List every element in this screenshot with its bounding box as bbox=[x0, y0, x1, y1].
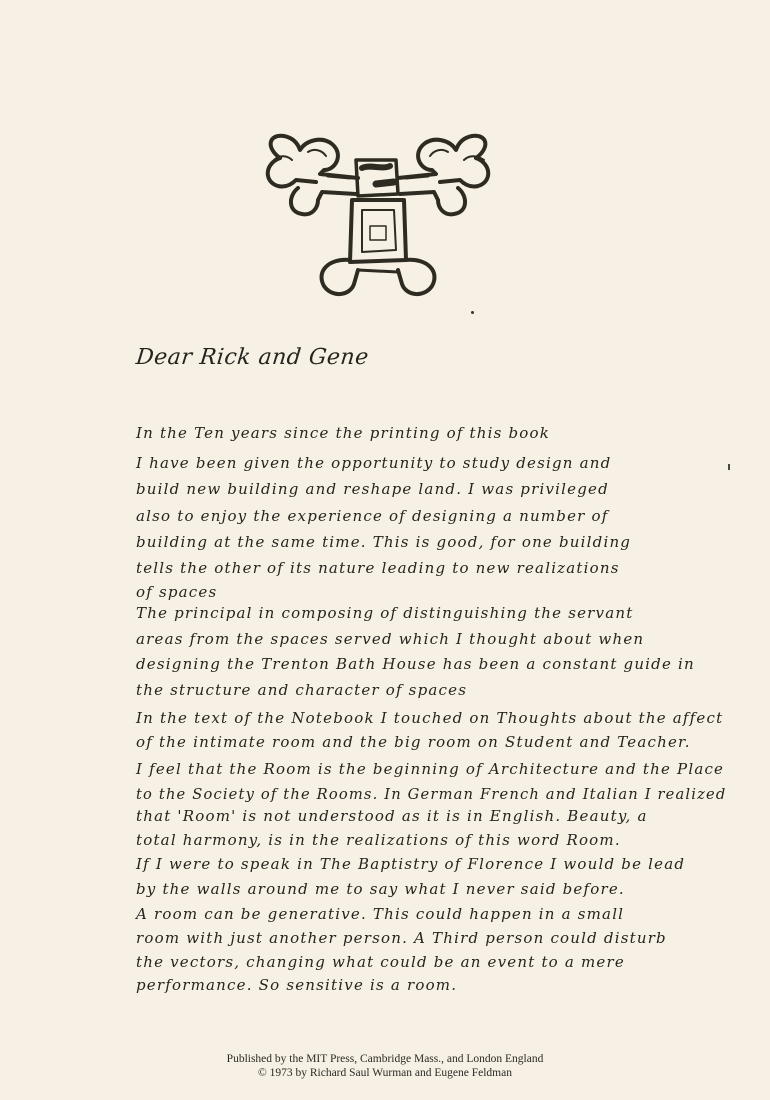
letter-line: If I were to speak in The Baptistry of Florence I would be lead bbox=[136, 855, 686, 873]
letter-line: room with just another person. A Third person could disturb bbox=[136, 929, 667, 947]
letter-line: The principal in composing of distinguishing the servant bbox=[136, 604, 634, 622]
letter-line: performance. So sensitive is a room. bbox=[136, 976, 458, 994]
letter-line: build new building and reshape land. I was privileged bbox=[136, 480, 609, 498]
letter-line: designing the Trenton Bath House has been a constant guide in bbox=[136, 655, 695, 673]
letter-line: areas from the spaces served which I thought about when bbox=[136, 630, 645, 648]
letter-line: In the text of the Notebook I touched on Thoughts about the affect bbox=[136, 709, 724, 727]
letter-line: In the Ten years since the printing of this book bbox=[136, 424, 551, 442]
floor-plan-sketch-logo bbox=[258, 130, 498, 305]
letter-line: that 'Room' is not understood as it is in English. Beauty, a bbox=[136, 807, 648, 825]
letter-line: to the Society of the Rooms. In German French and Italian I realized bbox=[136, 785, 727, 803]
letter-line: building at the same time. This is good, for one building bbox=[136, 533, 632, 551]
copyright-line: © 1973 by Richard Saul Wurman and Eugene Feldman bbox=[258, 1066, 512, 1079]
letter-line: A room can be generative. This could happen in a small bbox=[136, 905, 625, 923]
letter-line: the vectors, changing what could be an event to a mere bbox=[136, 953, 625, 971]
ink-dot bbox=[471, 311, 474, 314]
letter-line: tells the other of its nature leading to new realizations bbox=[136, 559, 620, 577]
letter-line: the structure and character of spaces bbox=[136, 681, 468, 699]
publisher-line: Published by the MIT Press, Cambridge Mass., and London England bbox=[226, 1053, 544, 1065]
letter-line: I feel that the Room is the beginning of Architecture and the Place bbox=[136, 760, 725, 778]
letter-line: also to enjoy the experience of designing a number of bbox=[136, 507, 609, 525]
letter-line: of spaces bbox=[136, 583, 218, 601]
letter-line: by the walls around me to say what I never said before. bbox=[136, 880, 625, 898]
letter-line: I have been given the opportunity to study design and bbox=[136, 454, 612, 472]
salutation: Dear Rick and Gene bbox=[134, 345, 371, 370]
margin-mark bbox=[728, 464, 730, 470]
letter-line: total harmony, is in the realizations of this word Room. bbox=[136, 831, 621, 849]
letter-line: of the intimate room and the big room on Student and Teacher. bbox=[136, 733, 691, 751]
publication-credits bbox=[0, 1053, 770, 1080]
